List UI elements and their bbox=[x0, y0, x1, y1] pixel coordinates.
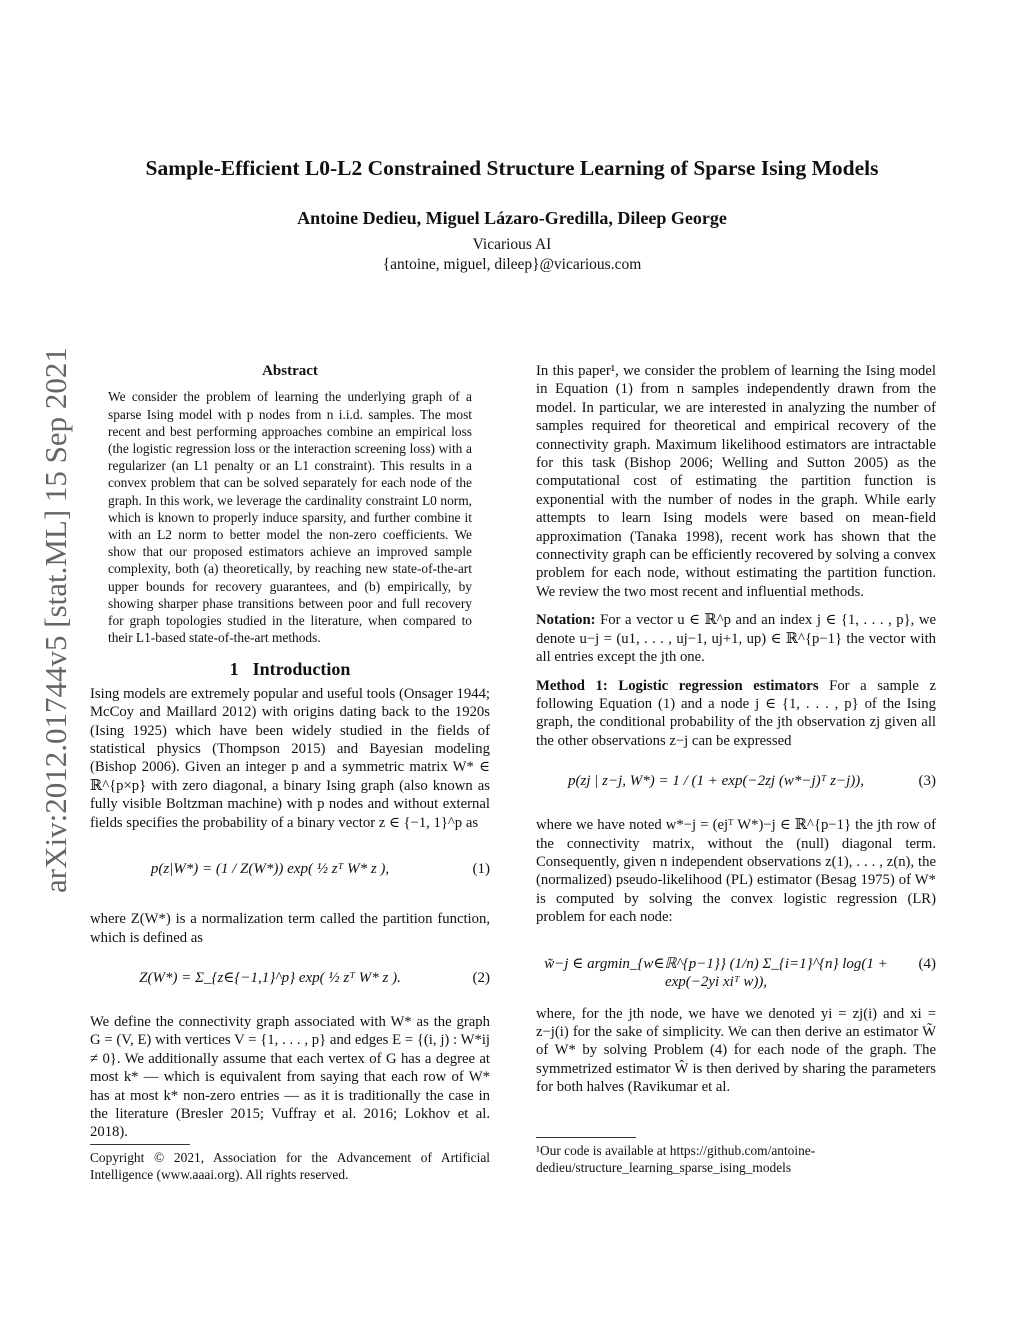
equation-1 bbox=[90, 840, 490, 902]
footnote-rule bbox=[536, 1137, 636, 1138]
equation-3 bbox=[536, 758, 936, 808]
equation-3-number: (3) bbox=[918, 773, 936, 790]
equation-1-number: (1) bbox=[472, 861, 490, 878]
affiliation: Vicarious AI bbox=[472, 236, 552, 253]
right-paragraph-after-eq3: where we have noted w*−j = (ejᵀ W*)−j ∈ ℝ^{p−1} the jth row of the connectivity matrix, without the (null) diagonal term. Consequently, given n independent observations z(1), . . . , z(n), the (normalized) pseudo-likelihood (PL) estimator (Besag 1975) of W* is computed by solving the convex logistic regression (LR) problem for each node: bbox=[536, 817, 936, 926]
equation-3-body: p(zj | z−j, W*) = 1 / (1 + exp(−2zj (w*−j)ᵀ z−j)), bbox=[567, 773, 865, 790]
method1-label: Method 1: Logistic regression estimators bbox=[536, 677, 819, 694]
paper-title: Sample-Efficient L0-L2 Constrained Structure Learning of Sparse Ising Models bbox=[145, 156, 879, 180]
notation-text: For a vector u ∈ ℝ^p and an index j ∈ {1, . . . , p}, we denote u−j = (u1, . . . , uj−1, uj+1, up) ∈ ℝ^{p−1} the vector with all entries except the jth one. bbox=[536, 612, 936, 666]
intro-paragraph-2: where Z(W*) is a normalization term called the partition function, which is defined as bbox=[90, 911, 490, 946]
abstract-heading: Abstract bbox=[262, 363, 318, 379]
equation-2-body: Z(W*) = Σ_{z∈{−1,1}^p} exp( ½ zᵀ W* z ). bbox=[139, 969, 401, 986]
equation-1-body: p(z|W*) = (1 / Z(W*)) exp( ½ zᵀ W* z ), bbox=[150, 861, 390, 878]
footnote-rule bbox=[90, 1144, 190, 1145]
author-email: {antoine, miguel, dileep}@vicarious.com bbox=[382, 256, 642, 273]
footnote-text: ¹Our code is available at https://github.com/antoine-dedieu/structure_learning_sparse_ising_models bbox=[536, 1143, 816, 1175]
intro-paragraph-3: We define the connectivity graph associated with W* as the graph G = (V, E) with vertices V = {1, . . . , p} and edges E = {(i, j) : W*ij ≠ 0}. We additionally assume that each vertex of G has a degree at most k* — which is equivalent from saying that each row of W* has at most k* non-zero entries — as it is traditionally the case in the literature (Bresler 2015; Vuffray et al. 2016; Lokhov et al. 2018). bbox=[90, 1013, 490, 1141]
equation-2-number: (2) bbox=[472, 969, 490, 986]
section-heading-introduction bbox=[90, 660, 490, 678]
abstract-text: We consider the problem of learning the underlying graph of a sparse Ising model with p nodes from n i.i.d. samples. The most recent and best performing approaches combine an empirical loss (the logistic regression loss or the interaction screening loss) with a regularizer (an L1 penalty or an L1 constraint). This results in a convex problem that can be solved separately for each node of the graph. In this work, we leverage the cardinality constraint L0 norm, which is known to properly induce sparsity, and further combine it with an L2 norm to better model the non-zero coefficients. We show that our proposed estimators achieve an improved sample complexity, both (a) theoretically, by reaching new state-of-the-art upper bounds for recovery guarantees, and (b) empirically, by showing sharper phase transitions between poor and full recovery for graph topologies studied in the literature, when compared to their L1-based state-of-the-art methods. bbox=[108, 389, 472, 646]
notation-label: Notation: bbox=[536, 612, 596, 629]
notation-paragraph bbox=[536, 611, 936, 666]
copyright-text: Copyright © 2021, Association for the Advancement of Artificial Intelligence (www.aaai.org). All rights reserved. bbox=[90, 1150, 490, 1182]
right-column bbox=[536, 362, 936, 1097]
section-number: 1 bbox=[229, 659, 239, 680]
footnote bbox=[536, 1137, 936, 1176]
arxiv-identifier: arXiv:2012.01744v5 [stat.ML] 15 Sep 2021 bbox=[38, 347, 73, 893]
right-paragraph-1: In this paper¹, we consider the problem of learning the Ising model in Equation (1) from n samples independently drawn from the model. In particular, we are interested in analyzing the number of samples required for theoretical and empirical recovery of the connectivity graph. Maximum likelihood estimators are intractable for this task (Bishop 2006; Welling and Sutton 2005) as the computational cost of estimating the partition function is exponential with the number of nodes in the graph. While early attempts to learn Ising models were based on mean-field approximation (Tanaka 1998), recent work has shown that the connectivity graph can be efficiently recovered by solving a convex problem for each node, without estimating the partition function. We review the two most recent and influential methods. bbox=[536, 363, 936, 600]
equation-4-number: (4) bbox=[918, 955, 936, 972]
intro-paragraph-1: Ising models are extremely popular and useful tools (Onsager 1944; McCoy and Maillard 2012) with origins dating back to the 1920s (Ising 1925) which have been widely studied in the fields of statistical physics (Thompson 2015) and Bayesian modeling (Bishop 2006). Given an integer p and a symmetric matrix W* ∈ ℝ^{p×p} with zero diagonal, a binary Ising graph (also known as fully visible Boltzman machine) with p nodes and without external fields specifies the probability of a binary vector z ∈ {−1, 1}^p as bbox=[90, 685, 490, 831]
method1-text: For a sample z following Equation (1) and a node j ∈ {1, . . . , p} of the Ising graph, the conditional probability of the jth observation zj given all the other observations z−j can be expressed bbox=[536, 677, 937, 749]
equation-2 bbox=[90, 955, 490, 1005]
copyright-notice bbox=[90, 1144, 490, 1183]
left-column bbox=[90, 362, 490, 1142]
method1-paragraph bbox=[536, 677, 936, 751]
author-list: Antoine Dedieu, Miguel Lázaro-Gredilla, Dileep George bbox=[297, 208, 727, 228]
equation-4 bbox=[536, 935, 936, 997]
section-title: Introduction bbox=[252, 659, 351, 680]
right-paragraph-after-eq4: where, for the jth node, we have we denoted yi = zj(i) and xi = z−j(i) for the sake of simplicity. We can then derive an estimator W̃ of W* by solving Problem (4) for each node of the graph. The symmetrized estimator Ŵ is then derived by sharing the parameters for both halves (Ravikumar et al. bbox=[536, 1005, 936, 1096]
equation-4-body: w̃−j ∈ argmin_{w∈ℝ^{p−1}} (1/n) Σ_{i=1}^{n} log(1 + exp(−2yi xiᵀ w)), bbox=[544, 955, 888, 990]
